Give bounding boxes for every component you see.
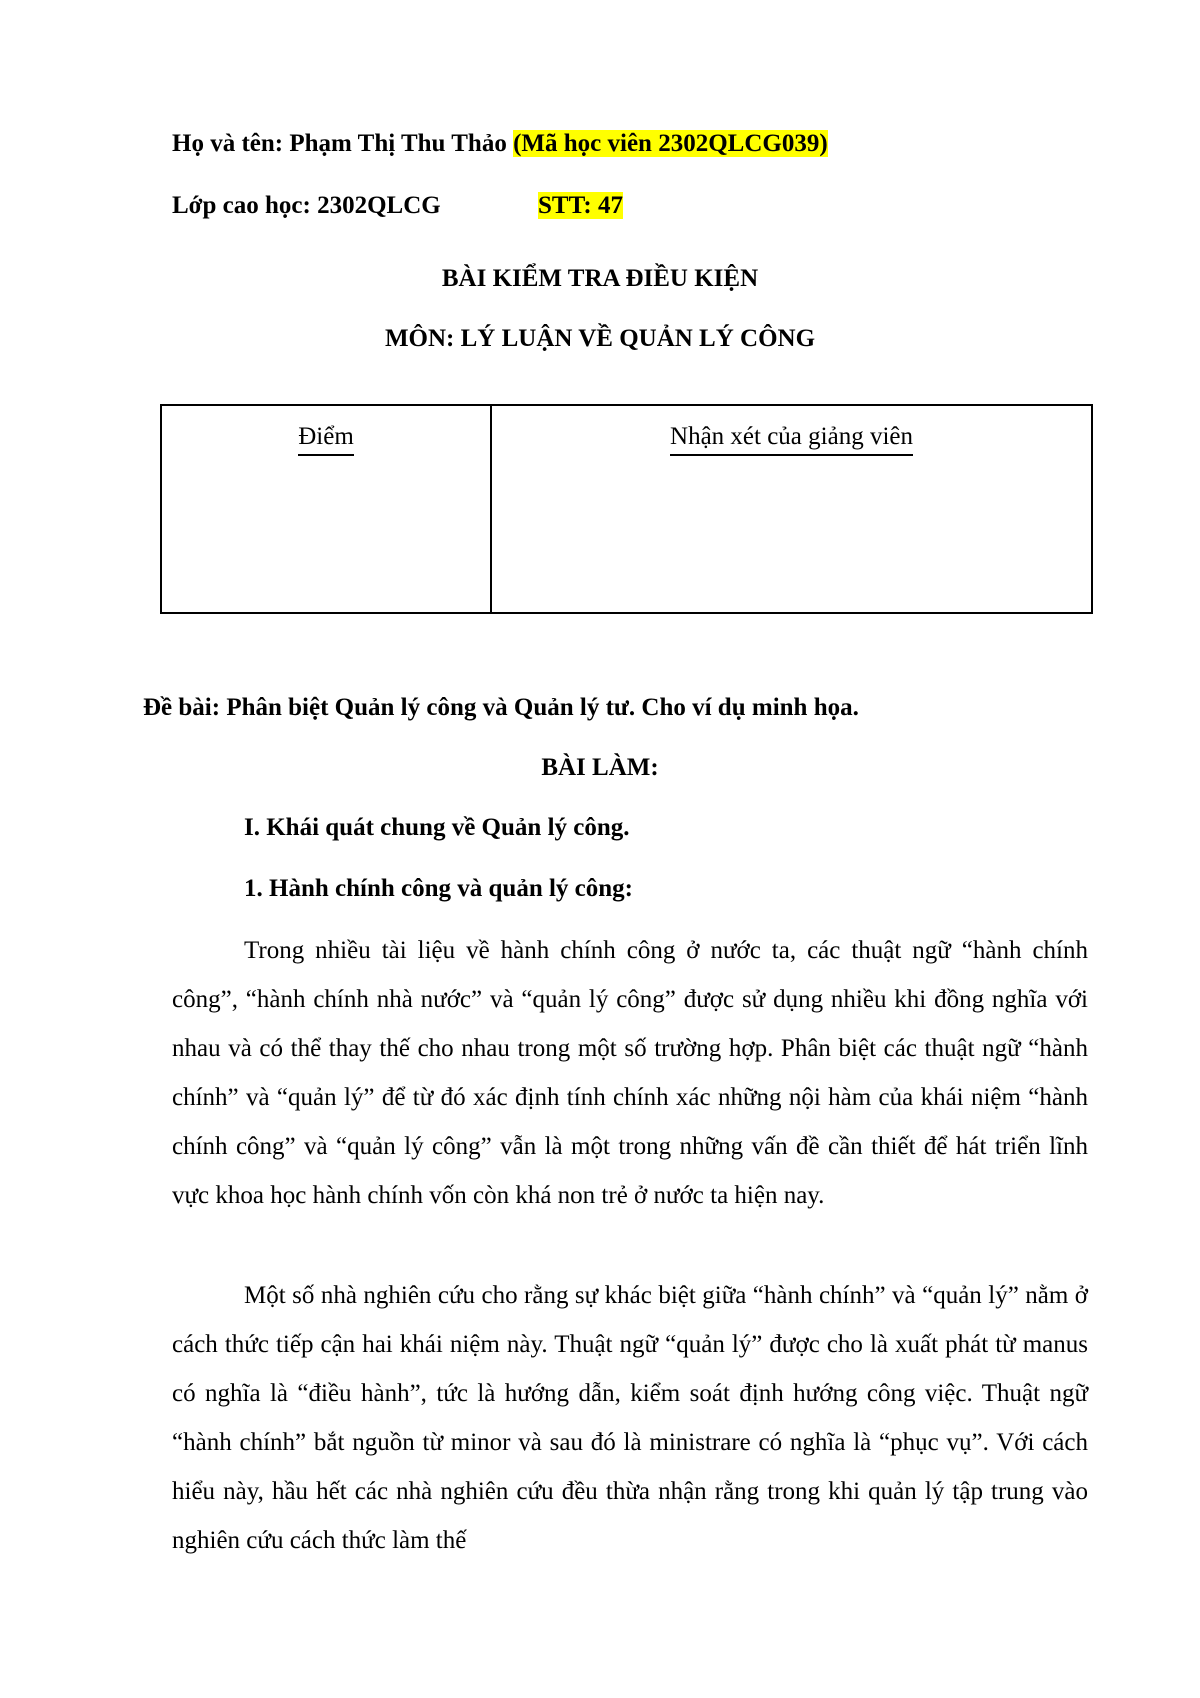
section-heading: I. Khái quát chung về Quản lý công. [244, 814, 630, 841]
score-header: Điểm [162, 422, 490, 456]
student-id: (Mã học viên 2302QLCG039) [513, 130, 828, 157]
student-name-line [172, 129, 828, 159]
stt-number [538, 191, 623, 221]
score-column [162, 406, 492, 612]
answer-heading: BÀI LÀM: [541, 754, 659, 781]
subsection-heading: 1. Hành chính công và quản lý công: [244, 875, 633, 902]
class-label: Lớp cao học: 2302QLCG [172, 192, 441, 219]
course-title: MÔN: LÝ LUẬN VỀ QUẢN LÝ CÔNG [384, 325, 816, 352]
student-name: Họ và tên: Phạm Thị Thu Thảo [172, 130, 514, 157]
body-paragraph: Trong nhiều tài liệu về hành chính công ở nước ta, các thuật ngữ “hành chính công”, “hành chính nhà nước” và “quản lý công” được sử dụng nhiều khi đồng nghĩa với nhau và có thể thay thế cho nhau trong một số trường hợp. Phân biệt các thuật ngữ “hành chính” và “quản lý” để từ đó xác định tính chính xác những nội hàm của khái niệm “hành chính công” và “quản lý công” vẫn là một trong những vấn đề cần thiết để hát triển lĩnh vực khoa học hành chính vốn còn khá non trẻ ở nước ta hiện nay. [172, 937, 1088, 1209]
body-paragraph: Một số nhà nghiên cứu cho rằng sự khác biệt giữa “hành chính” và “quản lý” nằm ở cách thức tiếp cận hai khái niệm này. Thuật ngữ “quản lý” được cho là xuất phát từ manus có nghĩa là “điều hành”, tức là hướng dẫn, kiểm soát định hướng công việc. Thuật ngữ “hành chính” bắt nguồn từ minor và sau đó là ministrare có nghĩa là “phục vụ”. Với cách hiểu này, hầu hết các nhà nghiên cứu đều thừa nhận rằng trong khi quản lý tập trung vào nghiên cứu cách thức làm thế [172, 1282, 1088, 1554]
exam-title: BÀI KIỂM TRA ĐIỀU KIỆN [441, 265, 759, 292]
comment-column [492, 406, 1091, 612]
stt-value: STT: 47 [538, 192, 623, 219]
assignment-prompt: Đề bài: Phân biệt Quản lý công và Quản lý tư. Cho ví dụ minh họa. [143, 694, 859, 721]
grade-table [160, 404, 1093, 614]
comment-header: Nhận xét của giảng viên [492, 422, 1091, 456]
